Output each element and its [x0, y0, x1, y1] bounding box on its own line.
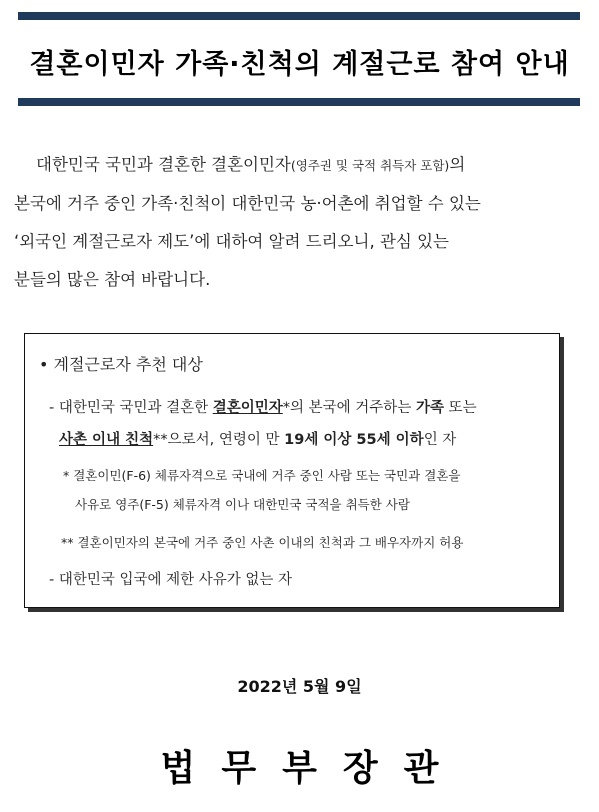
eligibility-item-2: - 대한민국 입국에 제한 사유가 없는 자	[49, 572, 292, 588]
footnote-1-line-2: 사유로 영주(F-5) 체류자격 이나 대한민국 국적을 취득한 사람	[75, 497, 410, 512]
item-text: 인 자	[423, 432, 457, 448]
eligibility-item-1-line-2	[59, 428, 456, 449]
intro-line-3: ‘외국인 계절근로자 제도’에 대하여 알려 드리오니, 관심 있는	[14, 232, 449, 251]
term-relatives: 사촌 이내 친척	[59, 432, 154, 448]
footnote-1-line-1: * 결혼이민(F-6) 체류자격으로 국내에 거주 중인 사람 또는 국민과 결혼을	[63, 468, 461, 483]
intro-text: 의	[449, 155, 466, 174]
intro-parenthetical: (영주권 및 국적 취득자 포함)	[290, 158, 450, 173]
term-family: 가족	[415, 400, 444, 416]
title-divider	[18, 98, 580, 106]
document-date: 2022년 5월 9일	[237, 677, 362, 696]
eligibility-heading: • 계절근로자 추천 대상	[39, 355, 203, 374]
top-divider	[18, 12, 580, 20]
intro-text: 대한민국 국민과 결혼한 결혼이민자	[36, 155, 291, 174]
eligibility-item-1-line-1	[49, 396, 477, 417]
intro-line-1	[14, 146, 580, 185]
intro-line-2: 본국에 거주 중인 가족·친척이 대한민국 농·어촌에 취업할 수 있는	[14, 194, 481, 213]
term-marriage-migrant: 결혼이민자	[212, 400, 283, 416]
item-text: 또는	[443, 400, 477, 416]
footnote-2: ** 결혼이민자의 본국에 거주 중인 사촌 이내의 친척과 그 배우자까지 허용	[61, 535, 464, 550]
intro-line-4: 분들의 많은 참여 바랍니다.	[14, 270, 211, 289]
item-text: - 대한민국 국민과 결혼한	[49, 400, 213, 416]
page-title: 결혼이민자 가족·친척의 계절근로 참여 안내	[29, 49, 570, 80]
item-text: *의 본국에 거주하는	[282, 400, 416, 416]
eligibility-box	[24, 333, 560, 608]
issuer-signature: 법무부장관	[160, 747, 465, 789]
intro-paragraph	[14, 146, 580, 299]
term-age-range: 19세 이상 55세 이하	[284, 432, 424, 448]
item-text: **으로서, 연령이 만	[153, 432, 285, 448]
